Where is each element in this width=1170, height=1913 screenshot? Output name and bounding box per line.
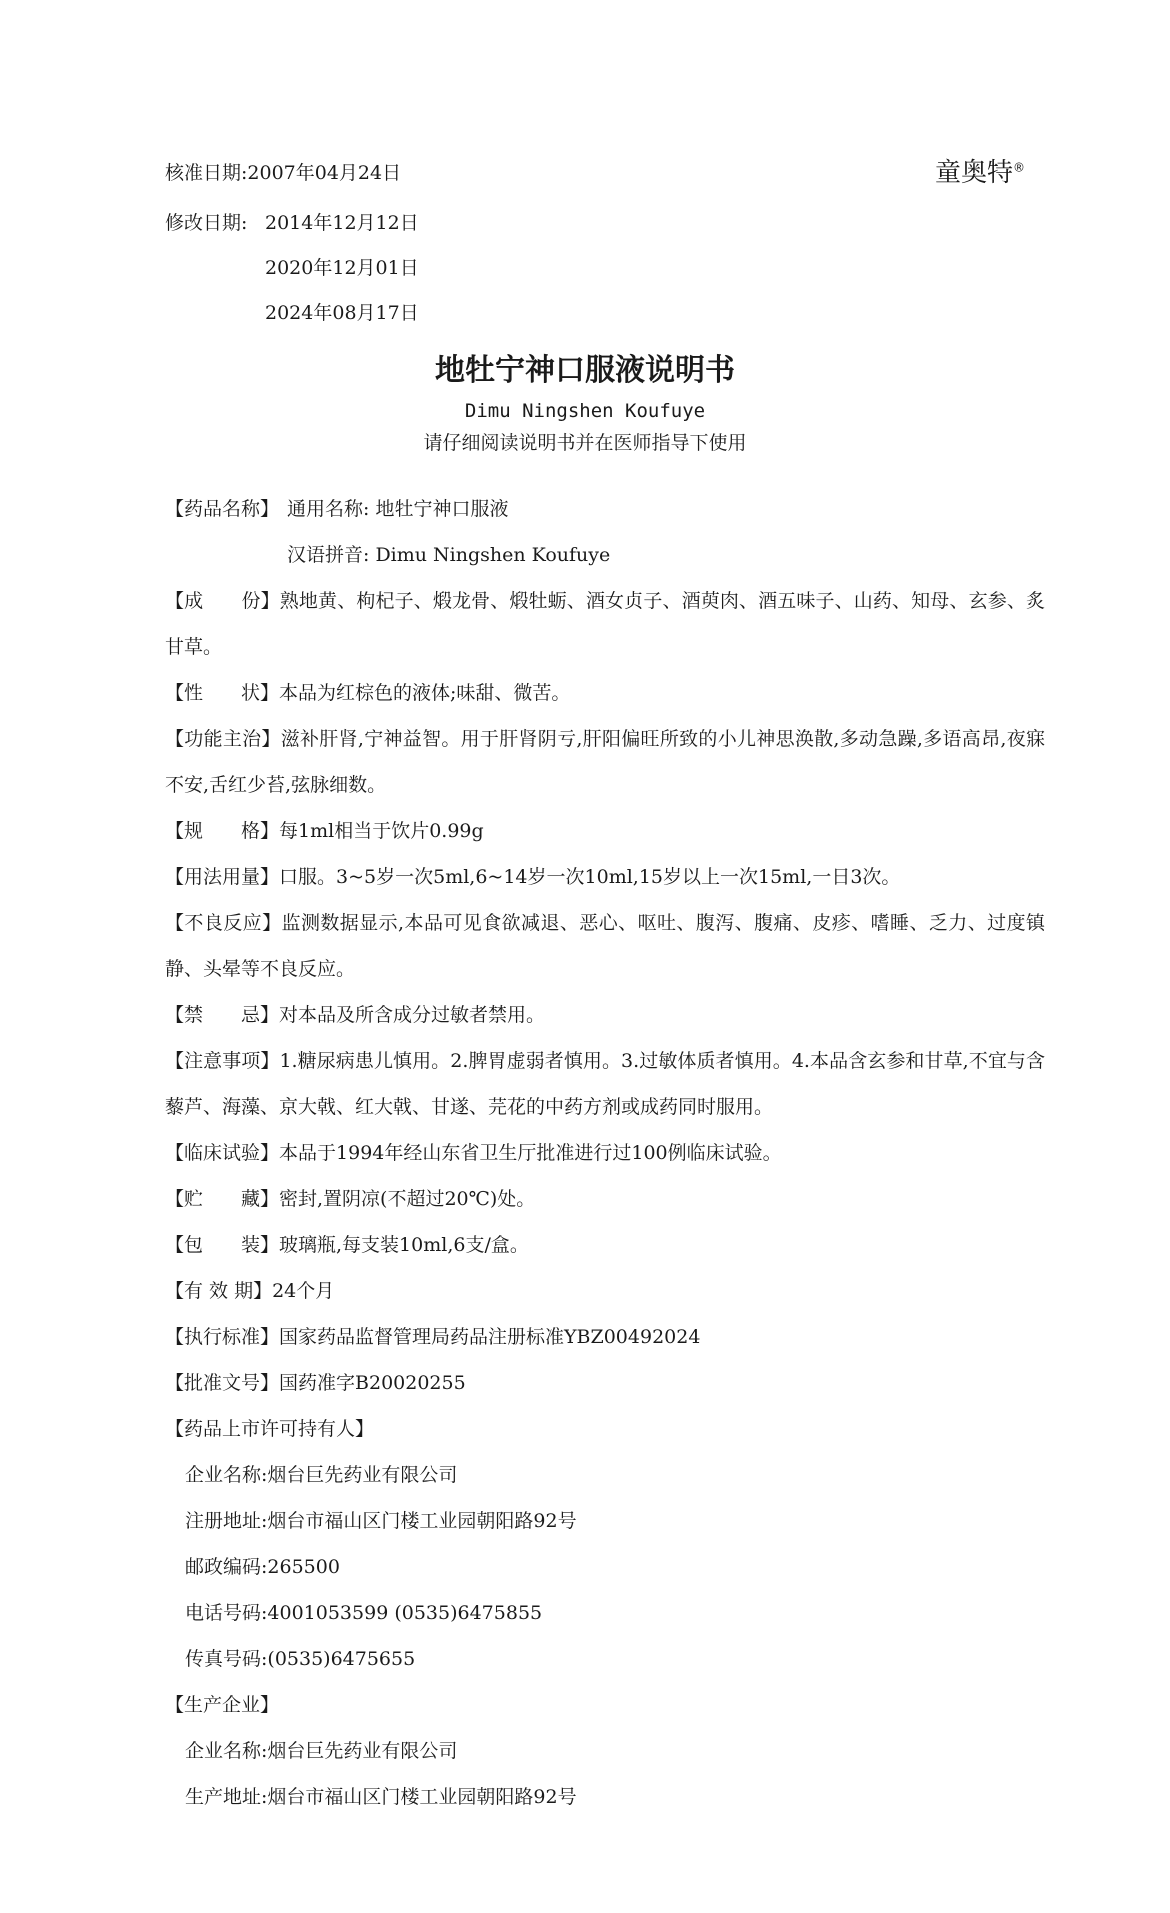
section-specification — [165, 808, 1045, 854]
section-precautions — [165, 1038, 1045, 1130]
manufacturer-address: 生产地址:烟台市福山区门楼工业园朝阳路92号 — [185, 1786, 577, 1808]
section-adverse-reactions — [165, 900, 1045, 992]
section-drug-name — [165, 486, 1045, 532]
revision-date: 2024年08月17日 — [265, 302, 419, 324]
section-dosage — [165, 854, 1045, 900]
holder-company-name: 企业名称:烟台巨先药业有限公司 — [185, 1464, 458, 1486]
section-text: 24个月 — [272, 1280, 335, 1302]
section-label: 【临床试验】 — [165, 1142, 280, 1164]
section-holder-heading: 【药品上市许可持有人】 — [165, 1418, 375, 1440]
section-label: 【执行标准】 — [165, 1326, 280, 1348]
section-validity — [165, 1268, 1045, 1314]
registered-mark-icon: ® — [1013, 160, 1026, 175]
section-drug-name-pinyin — [165, 532, 1045, 578]
section-label: 【包 装】 — [165, 1234, 280, 1256]
section-standard — [165, 1314, 1045, 1360]
section-label: 【药品名称】 — [165, 498, 280, 520]
section-label: 【成 份】 — [165, 590, 280, 612]
section-text: 熟地黄、枸杞子、煅龙骨、煅牡蛎、酒女贞子、酒萸肉、酒五味子、山药、知母、玄参、炙甘草。 — [165, 590, 1045, 658]
holder-address: 注册地址:烟台市福山区门楼工业园朝阳路92号 — [185, 1510, 577, 1532]
document-title: 地牡宁神口服液说明书 — [435, 353, 735, 388]
section-label: 【批准文号】 — [165, 1372, 280, 1394]
section-package — [165, 1222, 1045, 1268]
section-text: 本品于1994年经山东省卫生厅批准进行过100例临床试验。 — [279, 1142, 782, 1164]
section-text: 密封,置阴凉(不超过20℃)处。 — [279, 1188, 536, 1210]
section-approval-number — [165, 1360, 1045, 1406]
revision-date: 2014年12月12日 — [265, 212, 419, 234]
holder-postal-code: 邮政编码:265500 — [185, 1556, 340, 1578]
section-text: 口服。3~5岁一次5ml,6~14岁一次10ml,15岁以上一次15ml,一日3次。 — [279, 866, 901, 888]
section-text: 监测数据显示,本品可见食欲减退、恶心、呕吐、腹泻、腹痛、皮疹、嗜睡、乏力、过度镇静、头晕等不良反应。 — [165, 912, 1045, 980]
generic-name: 通用名称: 地牡宁神口服液 — [287, 498, 509, 520]
section-text: 滋补肝肾,宁神益智。用于肝肾阴亏,肝阳偏旺所致的小儿神思涣散,多动急躁,多语高昂,夜寐不安,舌红少苔,弦脉细数。 — [165, 728, 1045, 796]
section-clinical-trials — [165, 1130, 1045, 1176]
revision-label: 修改日期: — [165, 212, 248, 234]
section-text: 每1ml相当于饮片0.99g — [279, 820, 484, 842]
document-title-pinyin: Dimu Ningshen Koufuye — [464, 400, 706, 422]
section-label: 【性 状】 — [165, 682, 280, 704]
usage-notice: 请仔细阅读说明书并在医师指导下使用 — [423, 432, 747, 454]
section-text: 国家药品监督管理局药品注册标准YBZ00492024 — [279, 1326, 701, 1348]
section-label: 【禁 忌】 — [165, 1004, 280, 1026]
holder-fax: 传真号码:(0535)6475655 — [185, 1648, 416, 1670]
section-text: 玻璃瓶,每支装10ml,6支/盒。 — [279, 1234, 529, 1256]
section-storage — [165, 1176, 1045, 1222]
manufacturer-company-name: 企业名称:烟台巨先药业有限公司 — [185, 1740, 458, 1762]
brand-name: 童奥特 — [935, 158, 1014, 188]
brand-logo — [935, 152, 1025, 189]
section-text: 1.糖尿病患儿慎用。2.脾胃虚弱者慎用。3.过敏体质者慎用。4.本品含玄参和甘草,不宜与含藜芦、海藻、京大戟、红大戟、甘遂、芫花的中药方剂或成药同时服用。 — [165, 1050, 1045, 1118]
section-label: 【注意事项】 — [165, 1050, 280, 1072]
approval-date: 核准日期:2007年04月24日 — [165, 162, 402, 184]
section-appearance — [165, 670, 1045, 716]
section-label: 【不良反应】 — [165, 912, 282, 934]
section-label: 【用法用量】 — [165, 866, 280, 888]
section-ingredients — [165, 578, 1045, 670]
section-contraindications — [165, 992, 1045, 1038]
section-label: 【有 效 期】 — [165, 1280, 273, 1302]
revision-date: 2020年12月01日 — [265, 257, 419, 279]
section-text: 本品为红棕色的液体;味甜、微苦。 — [279, 682, 571, 704]
section-manufacturer-heading: 【生产企业】 — [165, 1694, 280, 1716]
section-label: 【贮 藏】 — [165, 1188, 280, 1210]
holder-phone: 电话号码:4001053599 (0535)6475855 — [185, 1602, 543, 1624]
section-indications — [165, 716, 1045, 808]
pinyin-name: 汉语拼音: Dimu Ningshen Koufuye — [287, 544, 611, 566]
section-label: 【规 格】 — [165, 820, 280, 842]
section-label: 【功能主治】 — [165, 728, 281, 750]
section-text: 国药准字B20020255 — [279, 1372, 466, 1394]
section-text: 对本品及所含成分过敏者禁用。 — [279, 1004, 546, 1026]
